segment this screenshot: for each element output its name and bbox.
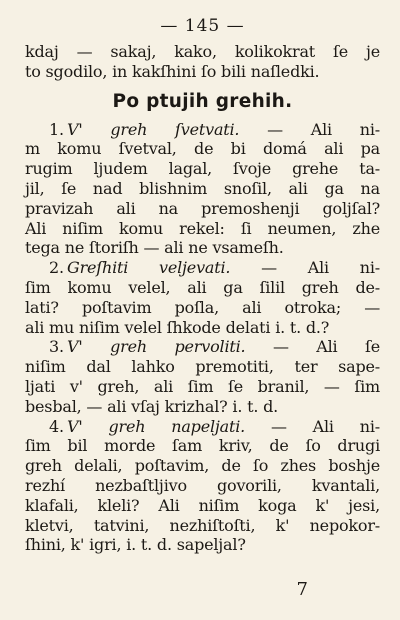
paragraph-1-first-line (25, 120, 380, 140)
paragraph-line: ſim komu velel, ali ga ſilil greh de- (25, 277, 380, 297)
page-number: — 145 — (160, 16, 245, 36)
paragraph-number: 3. (49, 337, 64, 357)
paragraph-3-first-line (25, 337, 380, 357)
paragraph-line: rezhí nezbaſtljivo govorili, kvantali, (25, 475, 380, 495)
paragraph-2-first-line (25, 258, 380, 278)
paragraph-line: kletvi, tatvini, nezhiſtoſti, k' nepokor- (25, 515, 380, 535)
paragraph-number: 1. (49, 119, 64, 139)
paragraph-line: ſim bil morde ſam kriv, de ſo drugi (25, 436, 380, 456)
paragraph-line: niſim dal lahko premotiti, ter sape- (25, 357, 380, 377)
paragraph-line: lati? poſtavim poſla, ali otroka; — (25, 297, 380, 317)
paragraph-line: ſhini, k' igri, i. t. d. sapeljal? (25, 535, 246, 555)
paragraph-subject: V' greh pervoliti. (67, 337, 246, 357)
paragraph-line: ali mu niſim velel ſhkode delati i. t. d.? (25, 317, 330, 337)
paragraph-subject: V' greh ſvetvati. (67, 119, 240, 139)
signature-mark: 7 (296, 579, 308, 600)
paragraph-line: Ali niſim komu rekel: ſi neumen, zhe (25, 218, 380, 238)
intro-line-2: to sgodilo, in kakſhini ſo bili naſledki. (25, 61, 320, 81)
paragraph-line: m komu ſvetval, de bi domá ali pa (25, 139, 380, 159)
paragraph-subject: Greſhiti veljevati. (67, 258, 231, 278)
paragraph-text: — Ali ni- (239, 119, 380, 139)
section-title: Po ptujih grehih. (112, 90, 293, 112)
paragraph-number: 2. (49, 258, 64, 278)
paragraph-text: — Ali ni- (230, 258, 380, 278)
paragraph-line: pravizah ali na premoshenji goljſal? (25, 198, 380, 218)
intro-line-1: kdaj — sakaj, kako, kolikokrat ſe je (25, 42, 380, 61)
paragraph-number: 4. (49, 416, 64, 436)
paragraph-line: jil, ſe nad blishnim snoſil, ali ga na (25, 178, 380, 198)
paragraph-line: ljati v' greh, ali ſim ſe branil, — ſim (25, 376, 380, 396)
paragraph-line: klafali, kleli? Ali niſim koga k' jesi, (25, 495, 380, 515)
paragraph-text: — Ali ſe (245, 337, 381, 357)
paragraph-subject: V' greh napeljati. (67, 416, 246, 436)
paragraph-line: rugim ljudem lagal, ſvoje grehe ta- (25, 159, 380, 179)
paragraph-text: — Ali ni- (245, 416, 380, 436)
paragraph-line: greh delali, poſtavim, de ſo zhes boshje (25, 456, 380, 476)
paragraph-line: tega ne ſtoriſh — ali ne vsameſh. (25, 238, 284, 258)
paragraph-4-first-line (25, 417, 380, 437)
paragraph-line: besbal, — ali vſaj krizhal? i. t. d. (25, 396, 279, 416)
